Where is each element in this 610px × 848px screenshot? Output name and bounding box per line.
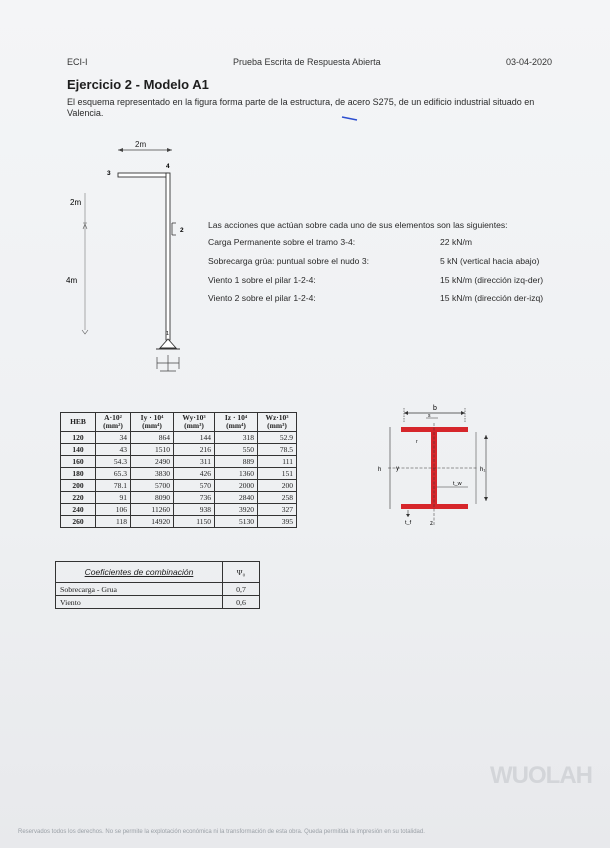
- table-cell: 118: [96, 516, 131, 528]
- table-cell: 3920: [215, 504, 258, 516]
- table-cell: 65.3: [96, 468, 131, 480]
- action-row-label: Viento 1 sobre el pilar 1-2-4:: [208, 275, 316, 285]
- col-header: Iy · 10⁴ (mm⁴): [131, 413, 174, 432]
- col-header: HEB: [61, 413, 96, 432]
- watermark: WUOLAH: [490, 762, 592, 789]
- intro-paragraph: El esquema representado en la figura forma parte de la estructura, de acero S275, de un edificio industrial situado en Valencia.: [67, 97, 535, 118]
- dim-b-label: b: [433, 405, 437, 412]
- table-row: [61, 468, 297, 480]
- row-value: 0,6: [223, 596, 260, 609]
- table-cell: 318: [215, 432, 258, 444]
- action-row-value: 22 kN/m: [440, 237, 472, 247]
- dim-2m-label: 2m: [70, 198, 82, 207]
- table-cell: 111: [258, 456, 297, 468]
- table-cell: 216: [174, 444, 215, 456]
- dim-tw-label: t_w: [453, 481, 462, 487]
- table-cell: 5130: [215, 516, 258, 528]
- table-cell: 54.3: [96, 456, 131, 468]
- table-cell: 180: [61, 468, 96, 480]
- dim-s-label: s: [428, 413, 431, 419]
- table-cell: 260: [61, 516, 96, 528]
- node-3-label: 3: [107, 170, 111, 177]
- dim-r-label: r: [416, 439, 418, 445]
- pin-support: [160, 339, 176, 348]
- actions-heading: Las acciones que actúan sobre cada uno de sus elementos son las siguientes:: [208, 220, 508, 230]
- action-row-label: Viento 2 sobre el pilar 1-2-4:: [208, 293, 316, 303]
- table-cell: 11260: [131, 504, 174, 516]
- beam-3-4: [118, 173, 168, 177]
- table-cell: 78.1: [96, 480, 131, 492]
- table-cell: 220: [61, 492, 96, 504]
- psi-header: Ψ₀: [223, 562, 260, 583]
- column-1-2-4: [166, 173, 170, 340]
- exercise-title: Ejercicio 2 - Modelo A1: [67, 77, 209, 92]
- combination-title: Coeficientes de combinación: [56, 562, 223, 583]
- table-row: [56, 583, 260, 596]
- col-header: Wz·10³ (mm³): [258, 413, 297, 432]
- table-header-row: [61, 413, 297, 432]
- table-cell: 5700: [131, 480, 174, 492]
- header-date: 03-04-2020: [506, 57, 553, 67]
- table-cell: 889: [215, 456, 258, 468]
- table-row: [61, 432, 297, 444]
- table-cell: 8090: [131, 492, 174, 504]
- table-cell: 120: [61, 432, 96, 444]
- node-1-label: 1: [166, 331, 170, 337]
- node-4-label: 4: [166, 163, 170, 170]
- table-cell: 2000: [215, 480, 258, 492]
- table-cell: 1150: [174, 516, 215, 528]
- table-cell: 426: [174, 468, 215, 480]
- table-cell: 160: [61, 456, 96, 468]
- small-section-sketch: [157, 355, 179, 371]
- table-cell: 240: [61, 504, 96, 516]
- table-cell: 14920: [131, 516, 174, 528]
- table-row: [61, 516, 297, 528]
- col-header: Wy·10³ (mm³): [174, 413, 215, 432]
- table-row: [61, 444, 297, 456]
- heb-profiles-table: [60, 412, 297, 528]
- table-cell: 144: [174, 432, 215, 444]
- col-header: A·10² (mm²): [96, 413, 131, 432]
- action-row-value: 5 kN (vertical hacia abajo): [440, 256, 540, 266]
- header-course: ECI-I: [67, 57, 88, 67]
- table-cell: 1510: [131, 444, 174, 456]
- dim-4m-label: 4m: [66, 276, 78, 285]
- action-row-label: Sobrecarga grúa: puntual sobre el nudo 3:: [208, 256, 370, 266]
- col-header: Iz · 10⁴ (mm⁴): [215, 413, 258, 432]
- row-label: Sobrecarga - Grua: [56, 583, 223, 596]
- table-row: [61, 456, 297, 468]
- combination-coefficients-table: [55, 561, 260, 609]
- dim-tf-label: t_f: [405, 520, 412, 526]
- table-cell: 140: [61, 444, 96, 456]
- table-row: [61, 492, 297, 504]
- table-cell: 1360: [215, 468, 258, 480]
- header-exam-title: Prueba Escrita de Respuesta Abierta: [233, 57, 381, 67]
- table-cell: 2840: [215, 492, 258, 504]
- action-row-label: Carga Permanente sobre el tramo 3-4:: [208, 237, 356, 247]
- action-row-value: 15 kN/m (dirección der-izq): [440, 293, 544, 303]
- dim-h1-label: h₁: [480, 467, 486, 473]
- table-cell: 151: [258, 468, 297, 480]
- axis-y-label: y: [396, 466, 399, 472]
- table-cell: 34: [96, 432, 131, 444]
- table-cell: 200: [61, 480, 96, 492]
- table-cell: 3830: [131, 468, 174, 480]
- row-value: 0,7: [223, 583, 260, 596]
- top-dimension-label: 2m: [135, 140, 147, 149]
- table-cell: 736: [174, 492, 215, 504]
- table-cell: 570: [174, 480, 215, 492]
- table-cell: 550: [215, 444, 258, 456]
- table-cell: 43: [96, 444, 131, 456]
- table-row: [56, 596, 260, 609]
- table-cell: 52.9: [258, 432, 297, 444]
- bottom-flange: [401, 504, 468, 509]
- node-2-label: 2: [180, 227, 184, 234]
- table-cell: 395: [258, 516, 297, 528]
- table-cell: 938: [174, 504, 215, 516]
- table-cell: 311: [174, 456, 215, 468]
- table-cell: 200: [258, 480, 297, 492]
- table-cell: 91: [96, 492, 131, 504]
- structure-diagram: [60, 135, 200, 380]
- top-flange: [401, 427, 468, 432]
- row-label: Viento: [56, 596, 223, 609]
- table-cell: 327: [258, 504, 297, 516]
- dim-h-label: h: [378, 467, 382, 473]
- action-row-value: 15 kN/m (dirección izq-der): [440, 275, 544, 285]
- table-row: [61, 504, 297, 516]
- pen-mark: [340, 114, 360, 124]
- footer-legal: Reservados todos los derechos. No se permite la explotación económica ni la transformación de esta obra. Queda permitida la impresión en su totalidad.: [18, 829, 425, 835]
- table-cell: 258: [258, 492, 297, 504]
- table-header-row: [56, 562, 260, 583]
- axis-z-label: z: [430, 521, 433, 527]
- table-cell: 864: [131, 432, 174, 444]
- table-cell: 2490: [131, 456, 174, 468]
- table-cell: 78.5: [258, 444, 297, 456]
- table-row: [61, 480, 297, 492]
- table-cell: 106: [96, 504, 131, 516]
- i-section-diagram: [368, 403, 498, 528]
